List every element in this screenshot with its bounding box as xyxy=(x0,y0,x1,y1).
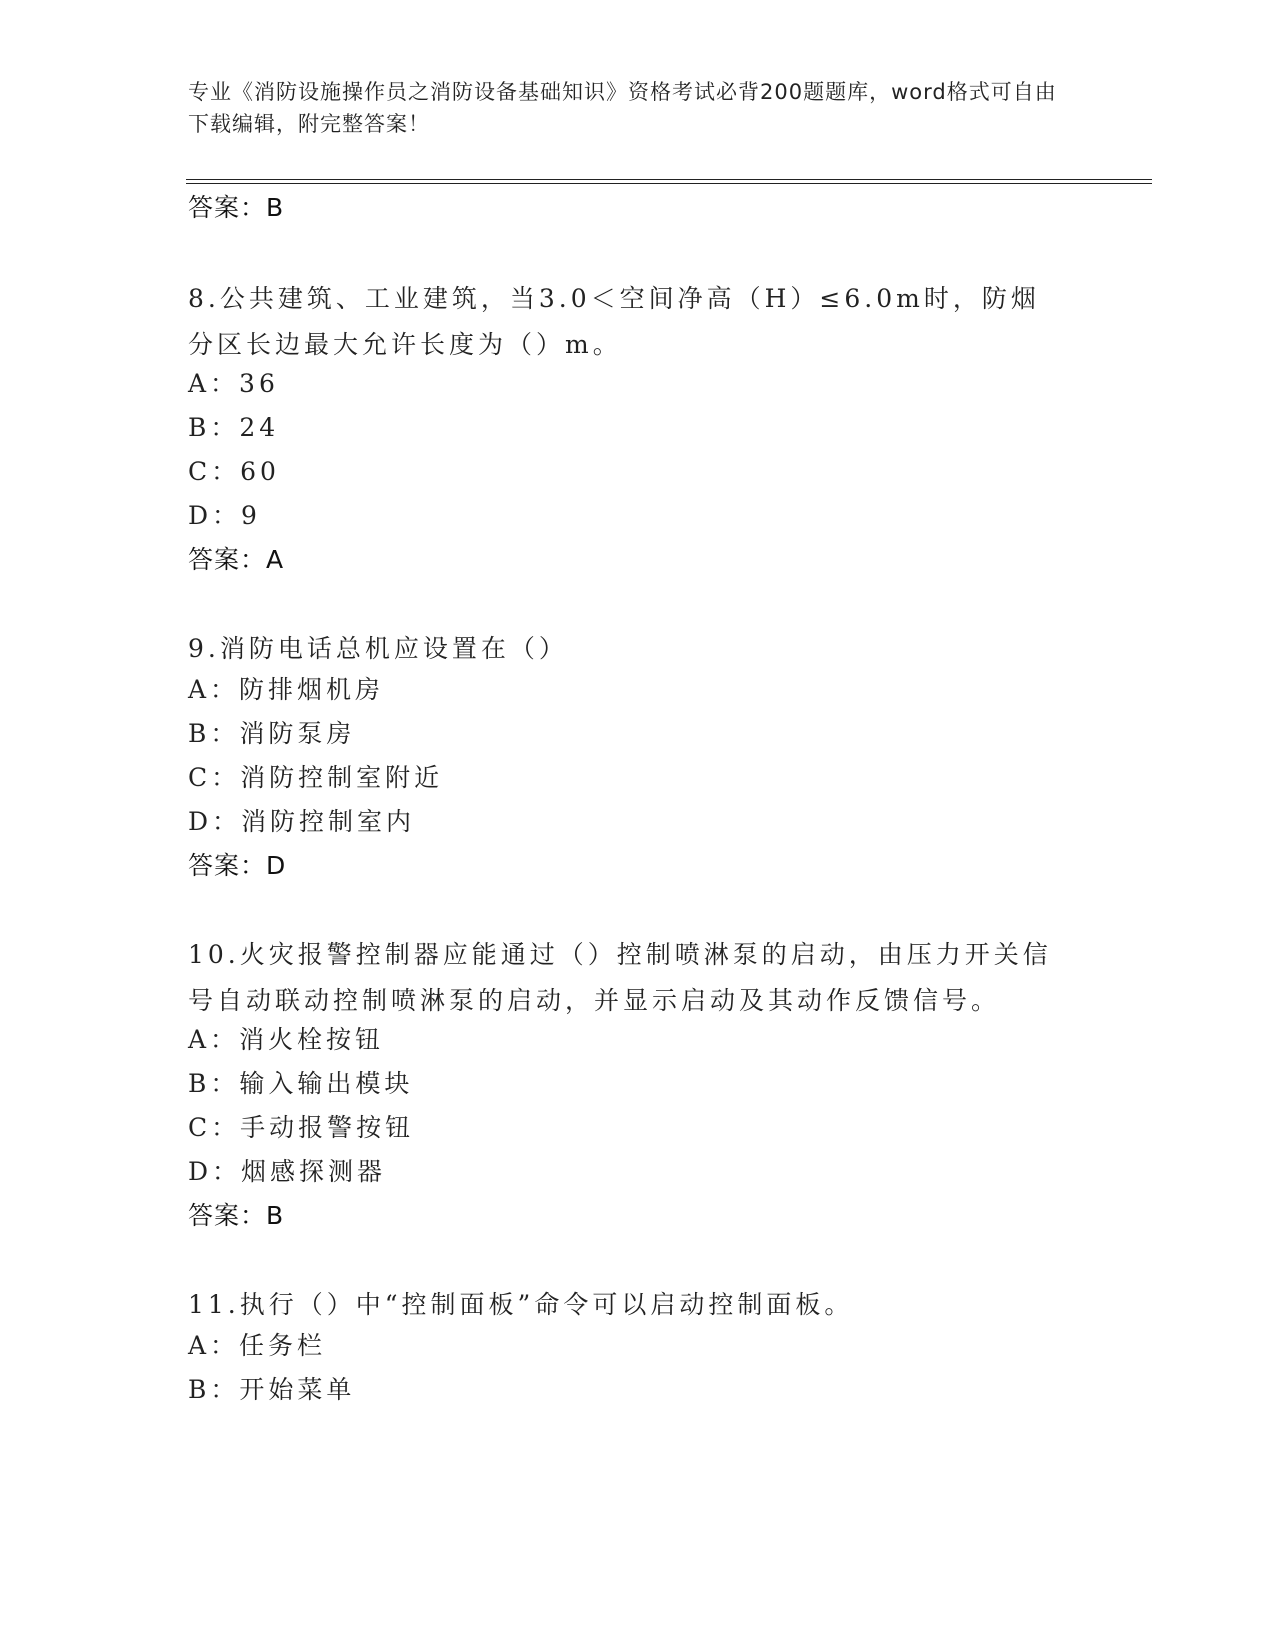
question-9-option-a: A：防排烟机房 xyxy=(188,675,385,704)
question-10-option-a: A：消火栓按钮 xyxy=(188,1025,385,1054)
header-divider-bottom xyxy=(186,183,1152,184)
answer-previous: 答案：B xyxy=(188,193,285,222)
question-10-answer: 答案：B xyxy=(188,1201,285,1230)
question-8-option-d: D：9 xyxy=(188,501,261,530)
question-10-option-d: D：烟感探测器 xyxy=(188,1157,387,1186)
question-11-option-b: B：开始菜单 xyxy=(188,1375,356,1404)
question-9-option-d: D：消防控制室内 xyxy=(188,807,416,836)
document-header: 专业《消防设施操作员之消防设备基础知识》资格考试必背200题题库，word格式可自由下载编辑，附完整答案！ xyxy=(188,80,1057,136)
header-divider-top xyxy=(186,179,1152,180)
question-9-answer: 答案：D xyxy=(188,851,287,880)
question-11-option-a: A：任务栏 xyxy=(188,1331,327,1360)
question-8-stem: 8.公共建筑、工业建筑，当3.0＜空间净高（H）≤6.0m时，防烟分区长边最大允许长度为（）m。 xyxy=(188,284,1040,359)
question-8-option-b: B：24 xyxy=(188,413,280,442)
question-8-option-c: C：60 xyxy=(188,457,280,486)
question-9-option-c: C：消防控制室附近 xyxy=(188,763,444,792)
question-10-stem: 10.火灾报警控制器应能通过（）控制喷淋泵的启动，由压力开关信号自动联动控制喷淋泵的启动，并显示启动及其动作反馈信号。 xyxy=(188,940,1052,1015)
question-11-stem: 11.执行（）中“控制面板”命令可以启动控制面板。 xyxy=(188,1290,854,1319)
question-10-option-b: B：输入输出模块 xyxy=(188,1069,414,1098)
question-8-answer: 答案：A xyxy=(188,545,285,574)
question-9-stem: 9.消防电话总机应设置在（） xyxy=(188,634,568,663)
question-9-option-b: B：消防泵房 xyxy=(188,719,356,748)
question-10-option-c: C：手动报警按钮 xyxy=(188,1113,415,1142)
question-8-option-a: A：36 xyxy=(188,369,279,398)
